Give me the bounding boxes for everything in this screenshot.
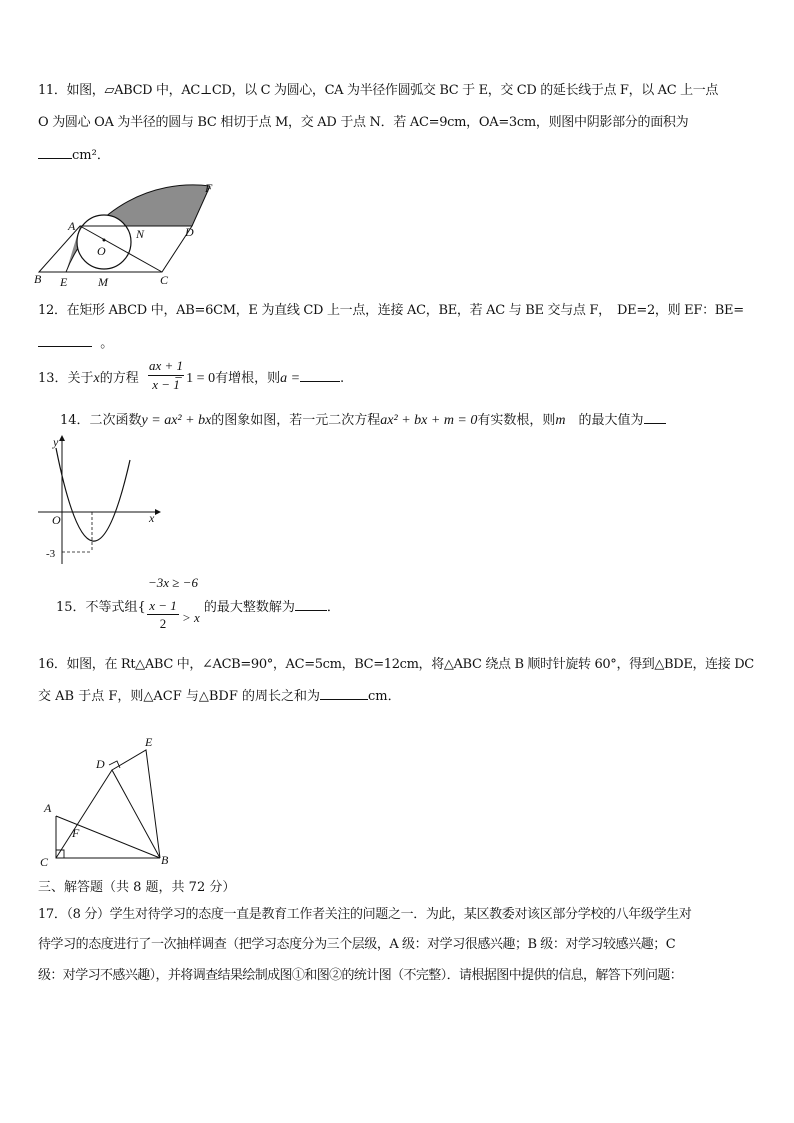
q16-label-b: B [161, 853, 169, 867]
q17-line2: 待学习的态度进行了一次抽样调查（把学习态度分为三个层级，A 级：对学习很感兴趣；B 级：对学习较感兴趣；C [38, 937, 676, 952]
q14-var-m: m [555, 413, 566, 428]
q11-label-n: N [136, 227, 145, 241]
q16-end: cm． [367, 689, 401, 704]
q13-eq-rest: − 1 = 0 [174, 371, 216, 386]
q16-label-d: D [96, 757, 105, 771]
q13-answer-blank [300, 369, 340, 382]
q15-suffix: 的最大整数解为 [203, 600, 295, 615]
q13-fraction [148, 358, 184, 393]
q16-figure [36, 730, 186, 870]
q14-mid: 的图象如图，若一元二次方程 [211, 413, 381, 428]
q11-center-o [103, 239, 106, 242]
q15-frac-den: 2 [159, 616, 167, 631]
q13-var-x: x [93, 371, 100, 386]
q12-answer-blank [38, 334, 92, 347]
q15-brace: { [137, 600, 146, 615]
q11-answer-blank [38, 146, 72, 159]
q12-line2 [38, 334, 113, 353]
q15-end: ． [326, 600, 340, 615]
q16-right-angle-d [109, 761, 120, 768]
q16-label-e: E [145, 735, 153, 749]
q11-small-circle [77, 215, 131, 269]
q11-figure [34, 180, 224, 288]
q14-figure [36, 432, 166, 566]
q12-line1: 12．在矩形 ABCD 中，AB=6CM，E 为直线 CD 上一点，连接 AC，BE，若 AC 与 BE 交与点 F， DE=2，则 EF：BE= [38, 303, 744, 318]
q11-line1: 11．如图，▱ABCD 中，AC⊥CD，以 C 为圆心，CA 为半径作圆弧交 BC 于 E，交 CD 的延长线于点 F，以 AC 上一点 [38, 83, 719, 98]
q13-mid: 的方程 [99, 371, 139, 386]
q13-var-a: a = [280, 371, 301, 386]
section3-heading: 三、解答题（共 8 题，共 72 分） [38, 880, 236, 895]
q14-func: y = ax² + bx [141, 413, 212, 428]
q11-label-c: C [160, 273, 169, 287]
q13-suffix: 有增根，则 [215, 371, 281, 386]
q14-suffix: 的最大值为 [565, 413, 644, 428]
q15-frac-num: x − 1 [149, 598, 177, 613]
q17-line3: 级：对学习不感兴趣），并将调查结果绘制成图①和图②的统计图（不完整）．请根据图中提供的信息，解答下列问题： [38, 968, 683, 983]
q11-label-e: E [60, 275, 68, 288]
q14-label-neg3: -3 [46, 548, 56, 560]
q14-answer-blank [644, 411, 666, 424]
q15-fraction [147, 598, 179, 631]
q15-answer-blank [295, 598, 327, 611]
q13-frac-den: x − 1 [152, 377, 180, 392]
q16-line2 [38, 687, 401, 706]
q14-label-x: x [149, 511, 155, 525]
q14-label-o: O [52, 513, 61, 527]
q13-line [38, 369, 344, 388]
q13-end: . [340, 371, 345, 386]
q15-prefix: 15．不等式组 [56, 600, 138, 615]
q11-label-d: D [185, 225, 194, 239]
q15-gt: > x [182, 610, 200, 625]
q11-label-a: A [68, 219, 76, 233]
q16-segment-dc [56, 770, 112, 858]
q15-ineq1: −3x ≥ −6 [148, 575, 198, 590]
q16-answer-blank [320, 687, 368, 700]
q14-parabola [56, 448, 130, 541]
q11-line2: O 为圆心 OA 为半径的圆与 BC 相切于点 M，交 AD 于点 N．若 AC=9cm，OA=3cm，则图中阴影部分的面积为 [38, 115, 689, 130]
q11-label-m: M [98, 275, 108, 288]
q11-label-b: B [34, 272, 42, 286]
q11-label-f: F [205, 181, 213, 195]
q11-unit: cm²． [72, 148, 110, 163]
q14-label-y: y [53, 435, 59, 449]
q14-line [60, 411, 666, 430]
q11-line3 [38, 146, 110, 165]
q16-label-c: C [40, 855, 49, 869]
q16-label-a: A [44, 801, 52, 815]
q14-prefix: 14．二次函数 [60, 413, 142, 428]
q14-eq: ax² + bx + m = 0 [380, 413, 478, 428]
q13-prefix: 13．关于 [38, 371, 94, 386]
q11-label-o: O [97, 244, 106, 258]
q16-line1: 16．如图，在 Rt△ABC 中，∠ACB=90°，AC=5cm，BC=12cm，将△ABC 绕点 B 顺时针旋转 60°，得到△BDE，连接 DC [38, 657, 754, 672]
q16-line2-text: 交 AB 于点 F，则△ACF 与△BDF 的周长之和为 [38, 689, 320, 704]
q12-end: 。 [100, 336, 114, 351]
q17-line1: 17．（8 分）学生对待学习的态度一直是教育工作者关注的问题之一．为此，某区教委对该区部分学校的八年级学生对 [38, 907, 692, 922]
q13-frac-num: ax + 1 [148, 358, 184, 373]
q14-mid2: 有实数根，则 [477, 413, 556, 428]
q16-label-f: F [72, 826, 80, 840]
